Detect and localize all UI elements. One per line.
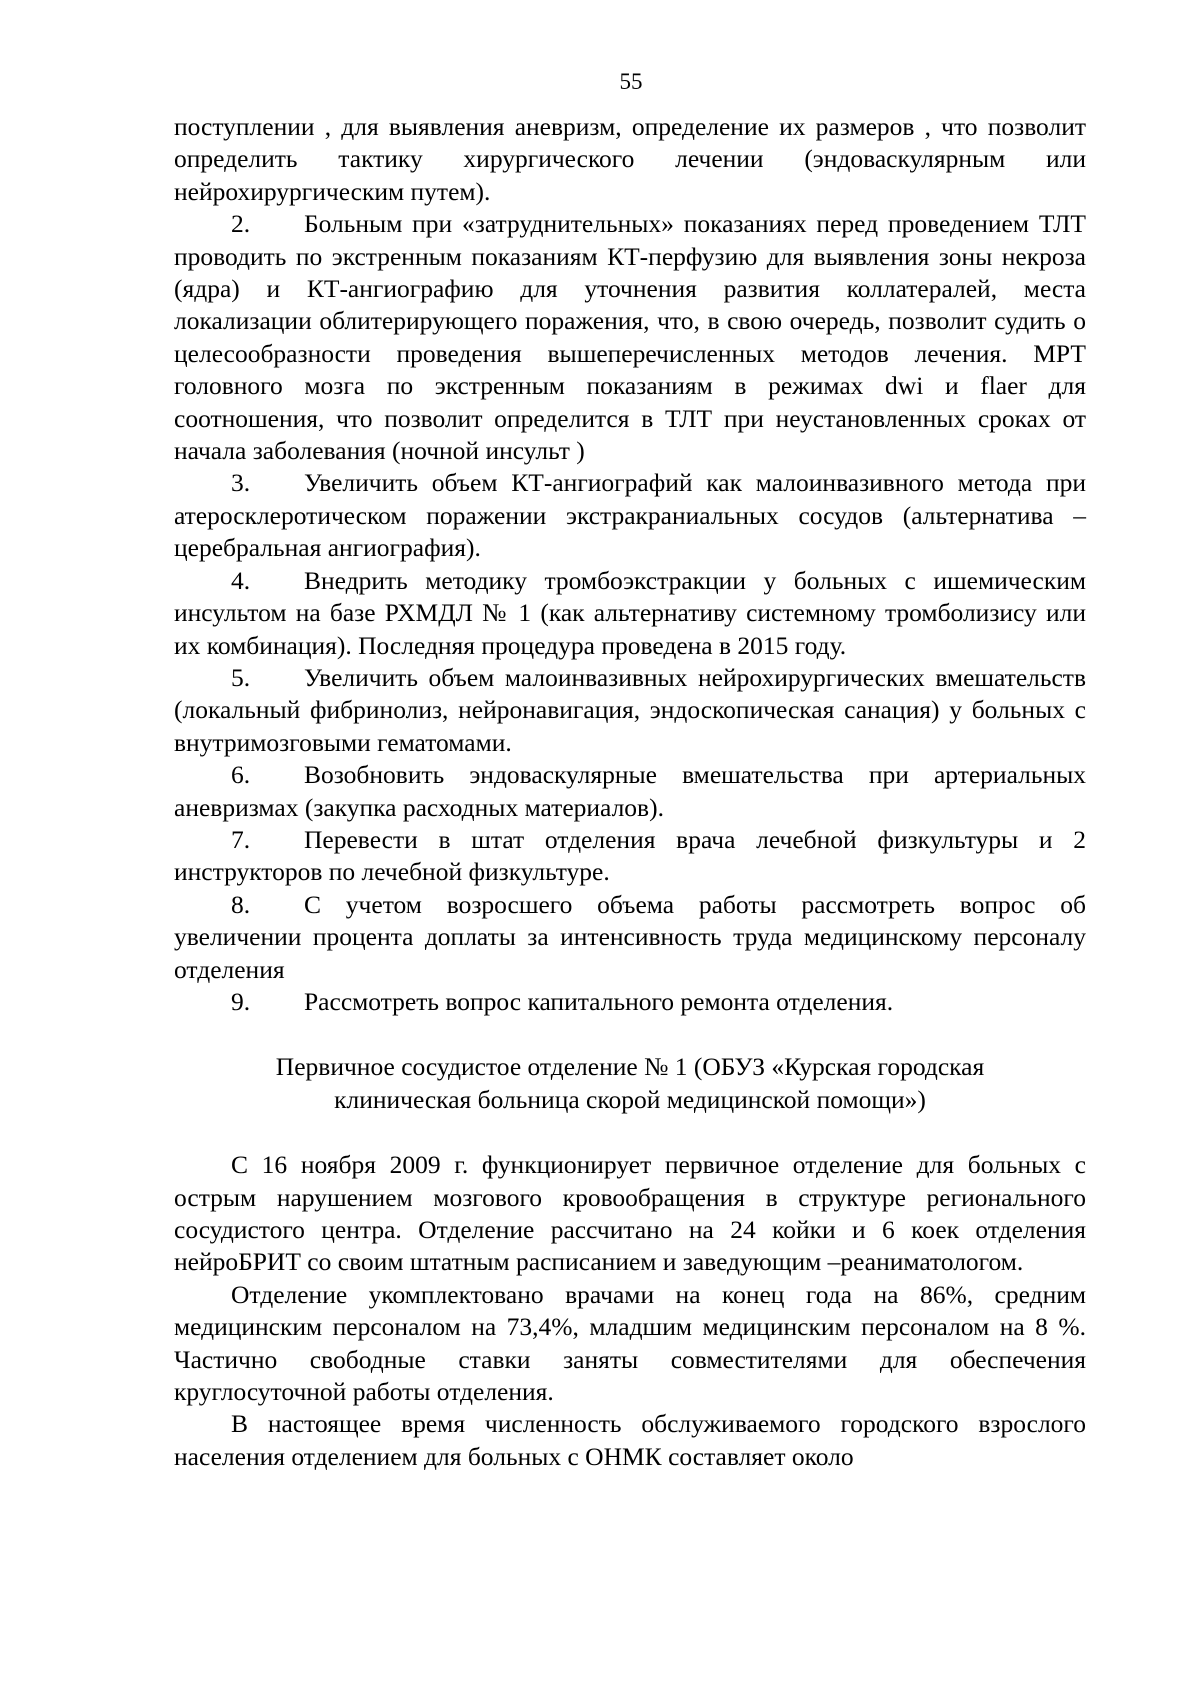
list-item-text: Увеличить объем КТ-ангиографий как малоинвазивного метода при атеросклеротическом поражении экстракраниальных сосудов (альтернатива – церебральная ангиография). xyxy=(174,468,1086,563)
list-item xyxy=(174,662,1086,759)
list-item-number: 4. xyxy=(231,565,251,595)
list-item-text: Перевести в штат отделения врача лечебной физкультуры и 2 инструкторов по лечебной физкультуре. xyxy=(174,824,1086,887)
list-item xyxy=(174,467,1086,564)
list-item-text: Увеличить объем малоинвазивных нейрохирургических вмешательств (локальный фибринолиз, нейронавигация, эндоскопическая санация) у больных с внутримозговыми гематомами. xyxy=(174,662,1086,757)
body-paragraph: В настоящее время численность обслуживаемого городского взрослого населения отделением для больных с ОНМК составляет около xyxy=(174,1409,1086,1471)
list-item-number: 7. xyxy=(231,824,251,854)
list-item-number: 3. xyxy=(231,468,251,498)
list-item-text: Больным при «затруднительных» показаниях перед проведением ТЛТ проводить по экстренным показаниям КТ-перфузию для выявления зоны некроза (ядра) и КТ-ангиографию для уточнения развития коллатералей, места локализации облитерирующего поражения, что, в свою очередь, позволит судить о целесообразности проведения вышеперечисленных методов лечения. МРТ головного мозга по экстренным показаниям в режимах dwi и flaer для соотношения, что позволит определится в ТЛТ при неустановленных сроках от начала заболевания (ночной инсульт ) xyxy=(174,209,1086,466)
list-item-text: Возобновить эндоваскулярные вмешательства при артериальных аневризмах (закупка расходных материалов). xyxy=(174,760,1086,822)
list-item-number: 8. xyxy=(231,889,251,919)
body-paragraph: С 16 ноября 2009 г. функционирует первичное отделение для больных с острым нарушением мозгового кровообращения в структуре регионального сосудистого центра. Отделение рассчитано на 24 койки и 6 коек отделения нейроБРИТ со своим штатным расписанием и заведующим –реаниматологом. xyxy=(174,1150,1086,1277)
section-heading-line-1: Первичное сосудистое отделение № 1 (ОБУЗ «Курская городская xyxy=(275,1052,985,1082)
list-item xyxy=(174,759,1086,824)
continuation-paragraph: поступлении , для выявления аневризм, определение их размеров , что позволит определить тактику хирургического лечении (эндоваскулярным или нейрохирургическим путем). xyxy=(174,112,1086,206)
page-number: 55 xyxy=(619,69,643,94)
list-item-text: Рассмотреть вопрос капитального ремонта отделения. xyxy=(304,986,894,1016)
list-item xyxy=(174,889,1086,986)
list-item xyxy=(174,986,1086,1018)
list-item-number: 6. xyxy=(231,760,251,790)
section-heading-line-2: клиническая больница скорой медицинской помощи») xyxy=(334,1084,926,1114)
list-item-text: С учетом возросшего объема работы рассмотреть вопрос об увеличении процента доплаты за интенсивность труда медицинскому персоналу отделения xyxy=(174,889,1086,984)
list-item-text: Внедрить методику тромбоэкстракции у больных с ишемическим инсультом на базе РХМДЛ № 1 (как альтернативу системному тромболизису или их комбинация). Последняя процедура проведена в 2015 году. xyxy=(174,565,1086,660)
page-content xyxy=(174,111,1086,1473)
list-item xyxy=(174,824,1086,889)
section-heading xyxy=(174,1051,1086,1116)
list-item xyxy=(174,565,1086,662)
body-paragraph: Отделение укомплектовано врачами на конец года на 86%, средним медицинским персоналом на 73,4%, младшим медицинским персоналом на 8 %. Частично свободные ставки заняты совместителями для обеспечения круглосуточной работы отделения. xyxy=(174,1279,1086,1407)
list-item-number: 5. xyxy=(231,662,251,692)
list-item xyxy=(174,208,1086,467)
list-item-number: 2. xyxy=(231,209,251,239)
list-item-number: 9. xyxy=(231,986,251,1016)
